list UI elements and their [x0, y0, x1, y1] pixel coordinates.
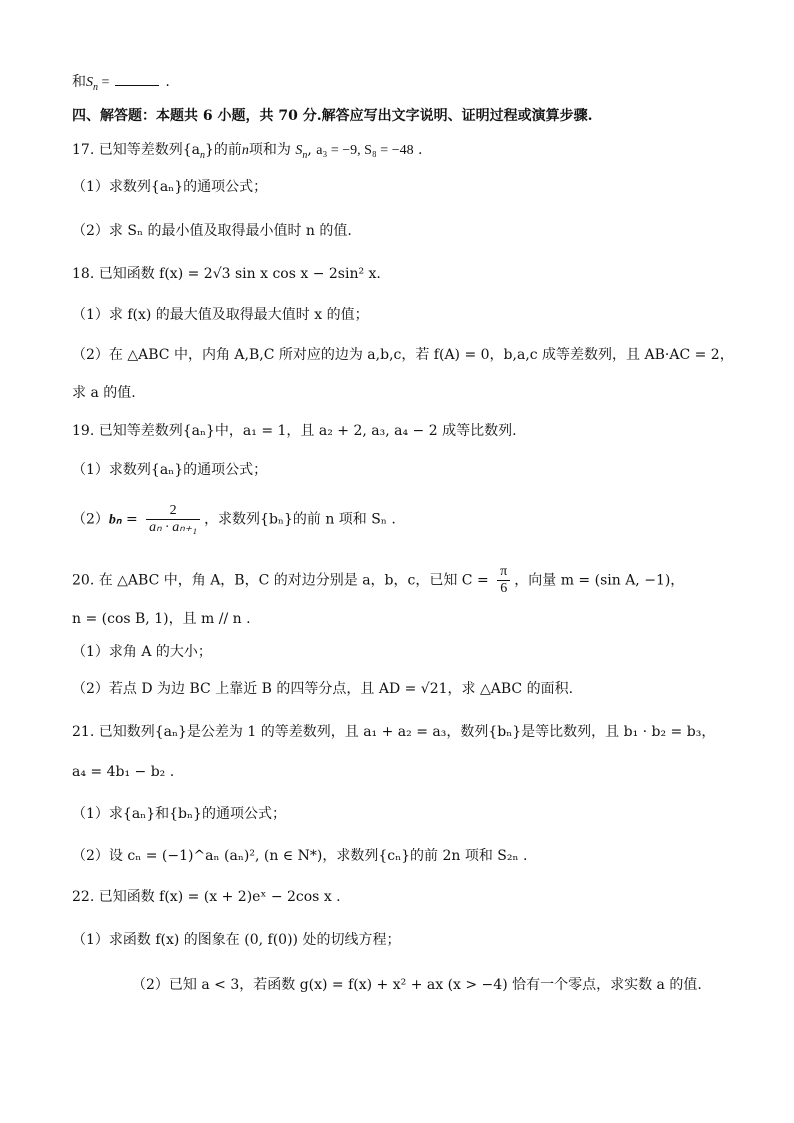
q19-stem: 19. 已知等差数列{aₙ}中，a₁ = 1，且 a₂ + 2, a₃, a₄ − 2 成等比数列.: [72, 423, 517, 439]
q21-stem-line2: a₄ = 4b₁ − b₂ .: [72, 764, 175, 780]
answer-fragment: 和$S_n$ = .: [72, 71, 170, 98]
q21-stem-line1: 21. 已知数列{aₙ}是公差为 1 的等差数列，且 a₁ + a₂ = a₃，数列{bₙ}是等比数列，且 b₁ · b₂ = b₃，: [72, 724, 716, 740]
q21-part1: （1）求{aₙ}和{bₙ}的通项公式；: [72, 806, 286, 822]
fraction: $\frac{2}{\text{aₙ · aₙ₊₁}}$: [146, 503, 200, 536]
q17-part2: （2）求 Sₙ 的最小值及取得最小值时 n 的值.: [72, 223, 352, 239]
q21-part2: （2）设 cₙ = (−1)^aₙ (aₙ)², (n ∈ N*)，求数列{cₙ}的前 2n 项和 S₂ₙ .: [72, 848, 528, 864]
q20-stem-line2: n = (cos B, 1)，且 m // n .: [72, 611, 251, 627]
fraction-pi-over-6: $\frac{\pi}{6}$: [497, 564, 510, 597]
q19-part1: （1）求数列{aₙ}的通项公式；: [72, 462, 268, 478]
q18-part2-line2: 求 a 的值.: [72, 385, 136, 401]
section-heading: 四、解答题：本题共 6 小题，共 70 分.解答应写出文字说明、证明过程或演算步骤.: [72, 108, 593, 124]
q22-part2: （2）已知 a < 3，若函数 g(x) = f(x) + x² + ax (x > −4) 恰有一个零点，求实数 a 的值.: [132, 977, 702, 993]
q17-stem: 17. 已知等差数列$\{a_n\}$的前n项和为 $S_n$, a₃ = −9, S₈ = −48 .: [72, 142, 423, 161]
q20-part2: （2）若点 D 为边 BC 上靠近 B 的四等分点，且 AD = √21，求 △ABC 的面积.: [72, 681, 574, 697]
answer-blank[interactable]: [115, 71, 159, 86]
q17-part1: （1）求数列{aₙ}的通项公式；: [72, 179, 268, 195]
q18-part1: （1）求 f(x) 的最大值及取得最大值时 x 的值；: [72, 307, 369, 323]
q22-stem: 22. 已知函数 f(x) = (x + 2)eˣ − 2cos x .: [72, 889, 341, 905]
q18-part2-line1: （2）在 △ABC 中，内角 A,B,C 所对应的边为 a,b,c，若 f(A) = 0，b,a,c 成等差数列，且 AB·AC = 2，: [72, 347, 734, 363]
q20-part1: （1）求角 A 的大小；: [72, 644, 212, 660]
q18-stem: 18. 已知函数 f(x) = 2√3 sin x cos x − 2sin² x.: [72, 266, 381, 282]
q20-stem-line1: 20. 在 △ABC 中，角 A，B，C 的对边分别是 a，b，c，已知 C = $\frac{\pi}{6}$ ，向量 m = (sin A, −1)，: [72, 564, 685, 596]
q22-part1: （1）求函数 f(x) 的图象在 (0, f(0)) 处的切线方程；: [72, 932, 401, 948]
q19-part2: （2）bₙ = $\frac{2}{\text{aₙ · aₙ₊₁}}$ ，求数列{bₙ}的前 n 项和 Sₙ .: [72, 503, 396, 535]
